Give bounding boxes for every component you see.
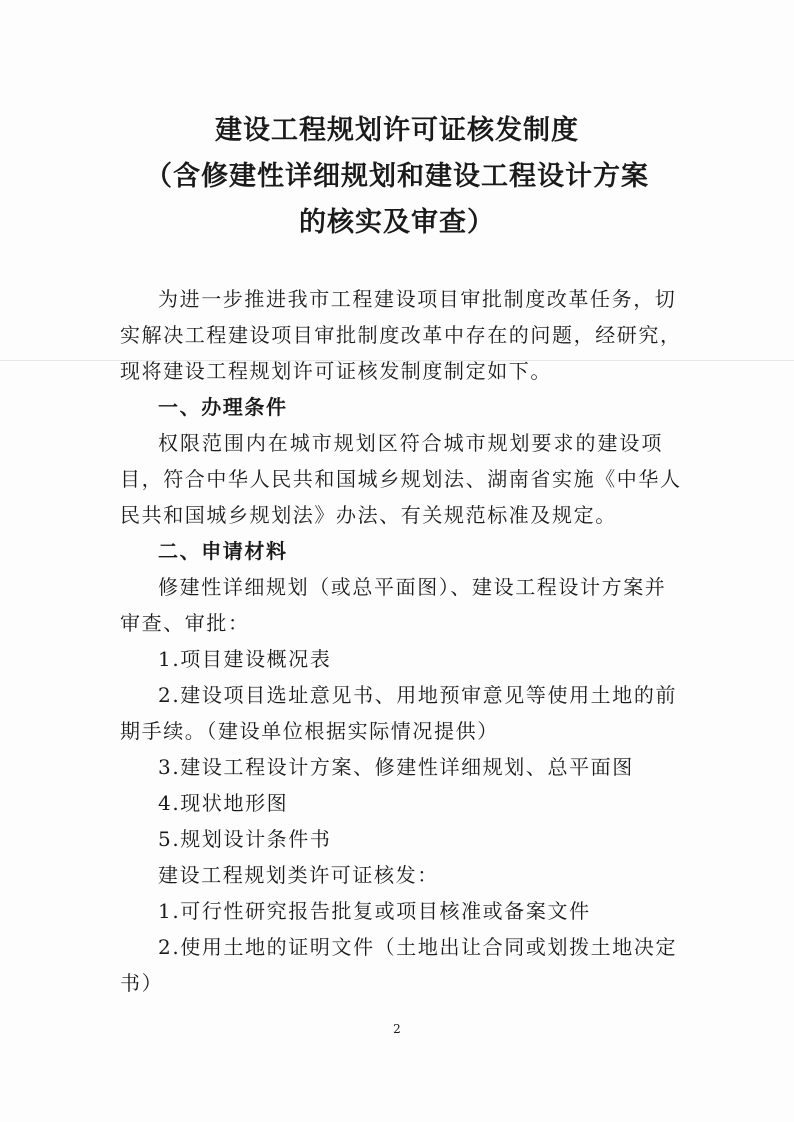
page-number: 2 <box>393 1022 401 1036</box>
section-1-line-2: 目，符合中华人民共和国城乡规划法、湖南省实施《中华人 <box>120 467 682 491</box>
intro-line-2: 实解决工程建设项目审批制度改革中存在的问题，经研究， <box>120 323 682 347</box>
document-title-line-1: 建设工程规划许可证核发制度 <box>215 115 579 146</box>
document-title-line-2: （含修建性详细规划和建设工程设计方案 <box>145 161 649 192</box>
material-item-2-line-2: 期手续。（建设单位根据实际情况提供） <box>120 719 499 743</box>
section-2-intro-line-2: 审查、审批： <box>120 611 250 635</box>
intro-line-1: 为进一步推进我市工程建设项目审批制度改革任务，切 <box>158 287 677 311</box>
permit-item-2-line-1: 2.使用土地的证明文件（土地出让合同或划拨土地决定 <box>158 935 678 959</box>
section-2-intro-line-1: 修建性详细规划（或总平面图）、建设工程设计方案并 <box>158 575 667 599</box>
material-item-1: 1.项目建设概况表 <box>158 647 332 671</box>
permit-item-1: 1.可行性研究报告批复或项目核准或备案文件 <box>158 899 591 923</box>
section-1-heading: 一、办理条件 <box>158 395 288 419</box>
material-item-2-line-1: 2.建设项目选址意见书、用地预审意见等使用土地的前 <box>158 683 678 707</box>
section-1-line-3: 民共和国城乡规划法》办法、有关规范标准及规定。 <box>120 503 617 527</box>
permit-group-intro: 建设工程规划类许可证核发： <box>158 863 439 887</box>
material-item-3: 3.建设工程设计方案、修建性详细规划、总平面图 <box>158 755 634 779</box>
material-item-5: 5.规划设计条件书 <box>158 827 332 851</box>
section-1-line-1: 权限范围内在城市规划区符合城市规划要求的建设项 <box>158 431 663 455</box>
material-item-4: 4.现状地形图 <box>158 791 289 815</box>
section-2-heading: 二、申请材料 <box>158 539 288 563</box>
intro-line-3: 现将建设工程规划许可证核发制度制定如下。 <box>120 359 552 383</box>
document-title-line-3: 的核实及审查） <box>299 207 495 238</box>
permit-item-2-line-2: 书） <box>120 971 164 995</box>
